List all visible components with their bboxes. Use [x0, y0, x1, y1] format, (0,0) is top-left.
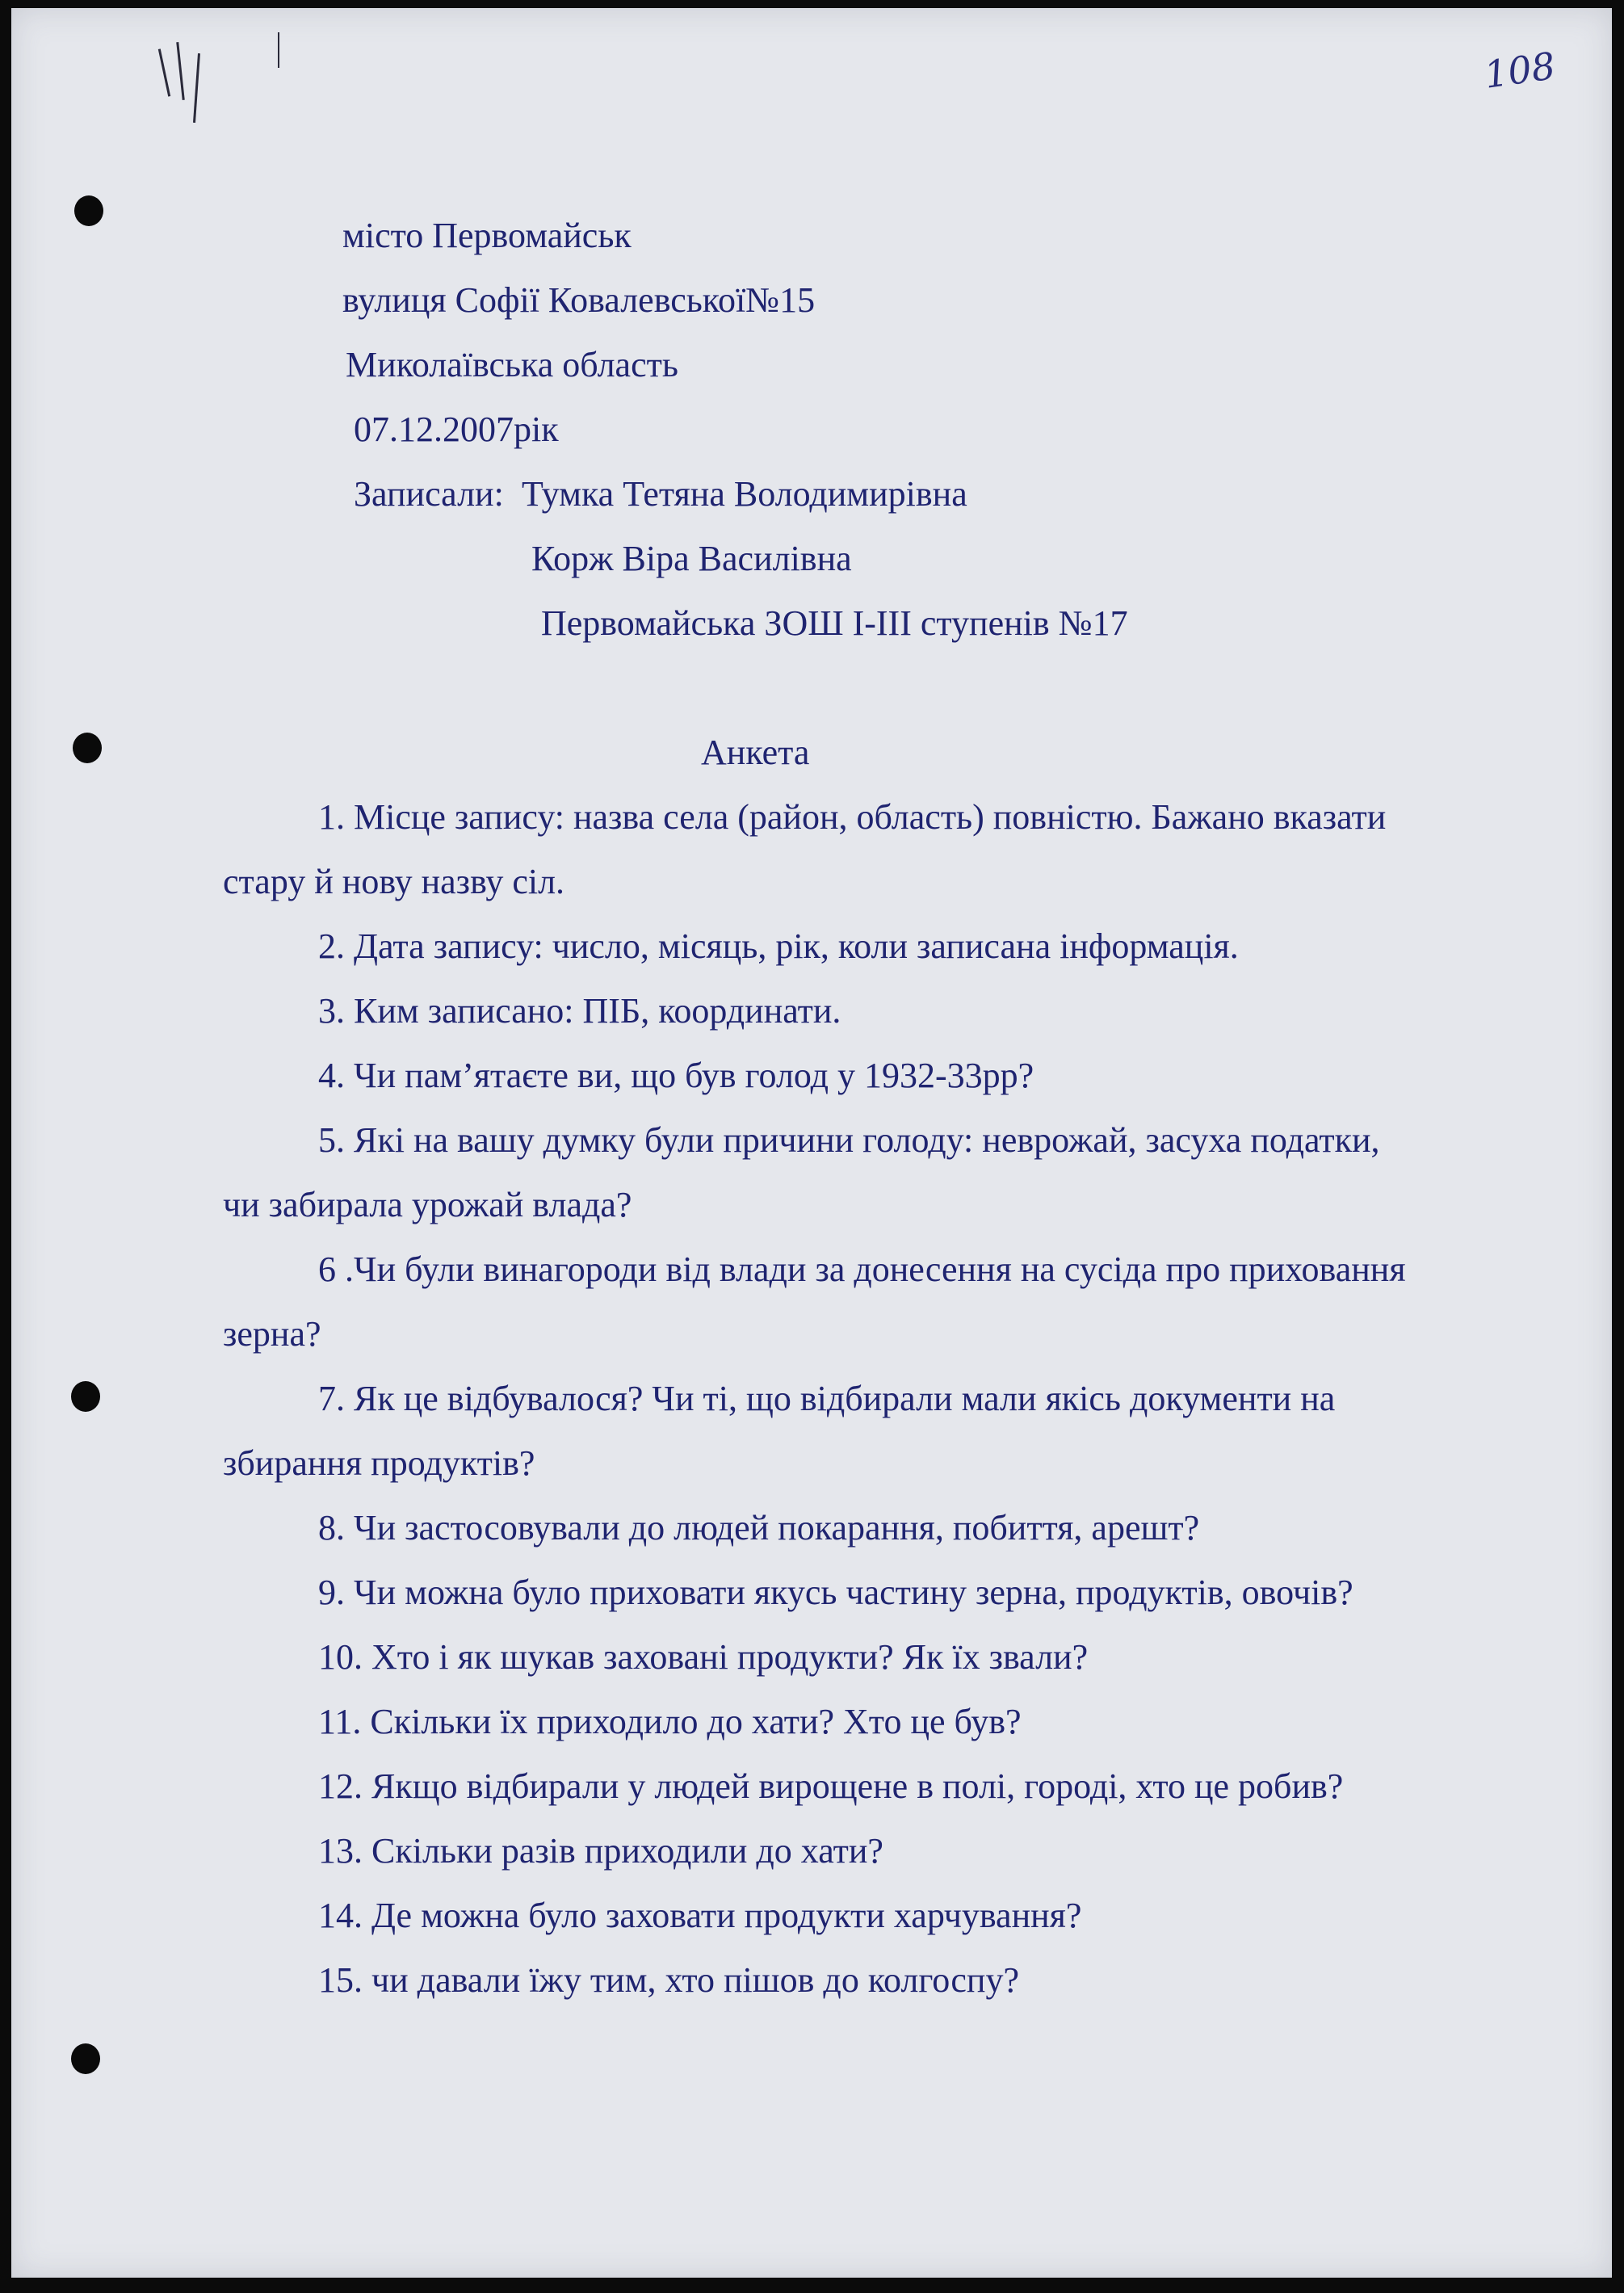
question-7-line-1: 7. Як це відбувалося? Чи ті, що відбирали мали якісь документи на [318, 1379, 1336, 1418]
question-2: 2. Дата запису: число, місяць, рік, коли записана інформація. [318, 926, 1239, 966]
question-5-line-1: 5. Які на вашу думку були причини голоду: неврожай, засуха податки, [318, 1120, 1380, 1160]
punch-hole [71, 2043, 100, 2074]
header-street: вулиця Софії Ковалевської№15 [342, 280, 816, 320]
page-number: 108 [1481, 44, 1559, 97]
header-school: Первомайська ЗОШ І-ІІІ ступенів №17 [541, 603, 1128, 643]
punch-hole [74, 195, 103, 226]
question-11: 11. Скільки їх приходило до хати? Хто це був? [318, 1702, 1022, 1741]
question-15: 15. чи давали їжу тим, хто пішов до колгоспу? [318, 1960, 1019, 2000]
pencil-mark [278, 32, 279, 68]
pencil-mark [158, 48, 170, 96]
header-recorder-2: Корж Віра Василівна [531, 539, 852, 578]
question-3: 3. Ким записано: ПІБ, координати. [318, 991, 841, 1031]
punch-hole [71, 1381, 100, 1412]
header-recorder-1: Тумка Тетяна Володимирівна [522, 474, 967, 514]
document-title: Анкета [701, 733, 810, 772]
question-6-line-2: зерна? [223, 1314, 321, 1354]
header-recorders-label: Записали: [354, 474, 504, 514]
question-1-line-1: 1. Місце запису: назва села (район, область) повністю. Бажано вказати [318, 797, 1387, 837]
question-1-line-2: стару й нову назву сіл. [223, 862, 565, 901]
question-4: 4. Чи пам’ятаєте ви, що був голод у 1932-33рр? [318, 1056, 1034, 1095]
question-10: 10. Хто і як шукав заховані продукти? Як їх звали? [318, 1637, 1089, 1677]
question-13: 13. Скільки разів приходили до хати? [318, 1831, 883, 1871]
pencil-mark [176, 42, 185, 100]
question-6-line-1: 6 .Чи були винагороди від влади за донесення на сусіда про приховання [318, 1249, 1406, 1289]
question-7-line-2: збирання продуктів? [223, 1443, 535, 1483]
question-8: 8. Чи застосовували до людей покарання, побиття, арешт? [318, 1508, 1200, 1548]
question-5-line-2: чи забирала урожай влада? [223, 1185, 632, 1224]
header-city: місто Первомайськ [342, 216, 632, 255]
question-9: 9. Чи можна було приховати якусь частину зерна, продуктів, овочів? [318, 1573, 1353, 1612]
pencil-mark [193, 53, 200, 123]
question-14: 14. Де можна було заховати продукти харчування? [318, 1896, 1082, 1935]
header-region: Миколаївська область [346, 345, 678, 384]
punch-hole [73, 733, 102, 763]
question-12: 12. Якщо відбирали у людей вирощене в полі, городі, хто це робив? [318, 1766, 1344, 1806]
header-date: 07.12.2007рік [354, 409, 559, 449]
